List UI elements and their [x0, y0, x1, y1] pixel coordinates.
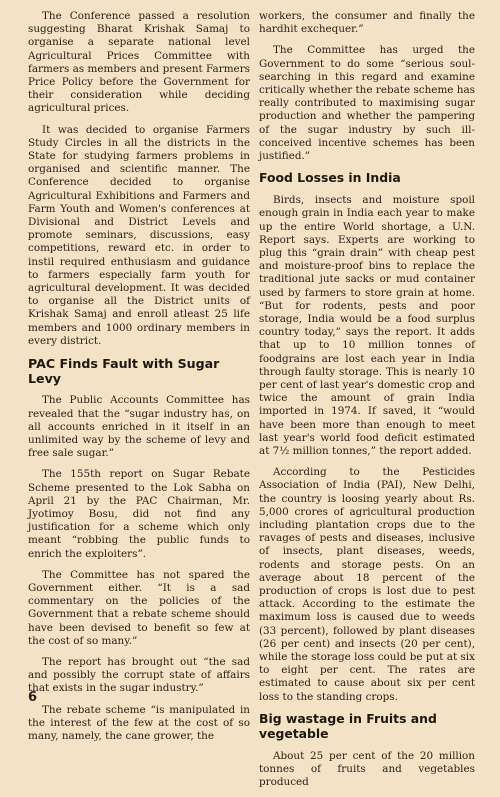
section-heading-food-losses: Food Losses in India [259, 170, 401, 186]
section-heading-wastage: Big wastage in Fruits and vegetable [259, 710, 437, 741]
paragraph: The 155th report on Sugar Rebate Scheme presented to the Lok Sabha on April 21 by the PAC Chairman, Mr. Jyotimoy Bosu, did not find any justification for a scheme which only meant “robbing the public funds to enrich the exploiters”. [28, 468, 250, 560]
paragraph: The Committee has not spared the Government either. “It is a sad commentary on the policies of the Government that a rebate scheme should have been devised to benefit so few at the cost of so many.” [28, 568, 250, 647]
paragraph: The rebate scheme “is manipulated in the interest of the few at the cost of so many, namely, the cane grower, the [28, 703, 250, 742]
paragraph: The report has brought out “the sad and possibly the corrupt state of affairs that exists in the sugar industry.” [28, 655, 250, 695]
paragraph: About 25 per cent of the 20 million tonnes of fruits and vegetables produced [259, 749, 475, 788]
paragraph: The Committee has urged the Government to do some “serious soul-searching in this regard and examine critically whether the rebate scheme has really contributed to maximising sugar production and whether the pampering of the sugar industry by such ill-conceived incentive schemes has been justified.” [259, 44, 475, 163]
paragraph: The Public Accounts Committee has revealed that the “sugar industry has, on all accounts enriched in it itself in an unlimited way by the scheme of levy and free sale sugar.” [28, 394, 250, 460]
page-number: 6 [28, 690, 38, 705]
section-heading-pac: PAC Finds Fault with Sugar Levy [28, 356, 220, 387]
paragraph: It was decided to organise Farmers Study Circles in all the districts in the State for studying farmers problems in organised and scientific manner. The Conference decided to organise Agricultural Exhibitions and Farmers and Farm Youth and Women's conferences at Divisional and District Levels and promote seminars, discussions, easy competitions, reward etc. in order to instil required enthusiasm and guidance to farmers especially farm youth for agricultural development. It was decided to organise all the District units of Krishak Samaj and enroll atleast 25 life members and 1000 ordinary members in every district. [28, 123, 250, 347]
paragraph: workers, the consumer and finally the hardhit exchequer.” [259, 10, 475, 36]
paragraph: According to the Pesticides Association of India (PAI), New Delhi, the country is loosing yearly about Rs. 5,000 crores of agricultural production including plantation crops due to the ravages of pests and diseases, inclusive of insects, plant diseases, weeds, rodents and storage pests. On an average about 18 percent of the production of crops is lost due to pest attack. According to the estimate the maximum loss is caused due to weeds (33 percent), followed by plant diseases (26 per cent) and insects (20 per cent), while the storage loss could be put at six to eight per cent. The rates are estimated to cause about six per cent loss to the standing crops. [259, 466, 475, 703]
left-column [28, 10, 250, 751]
paragraph: Birds, insects and moisture spoil enough grain in India each year to make up the entire World shortage, a U.N. Report says. Experts are working to plug this “grain drain” with cheap pest and moisture-proof bins to replace the traditional jute sacks or mud container used by farmers to store grain at home. “But for rodents, pests and poor storage, India would be a food surplus country today,” says the report. It adds that up to 10 million tonnes of foodgrains are lost each year in India through faulty storage. This is nearly 10 per cent of last year's domestic crop and twice the amount of grain India imported in 1974. If saved, it “would have been more than enough to meet last year's world food deficit estimated at 7½ million tonnes,” the report added. [259, 194, 475, 457]
paragraph: The Conference passed a resolution suggesting Bharat Krishak Samaj to organise a separate national level Agricultural Prices Committee with farmers as members and present Farmers Price Policy before the Government for their consideration while deciding agricultural prices. [28, 10, 250, 115]
right-column [259, 10, 475, 797]
